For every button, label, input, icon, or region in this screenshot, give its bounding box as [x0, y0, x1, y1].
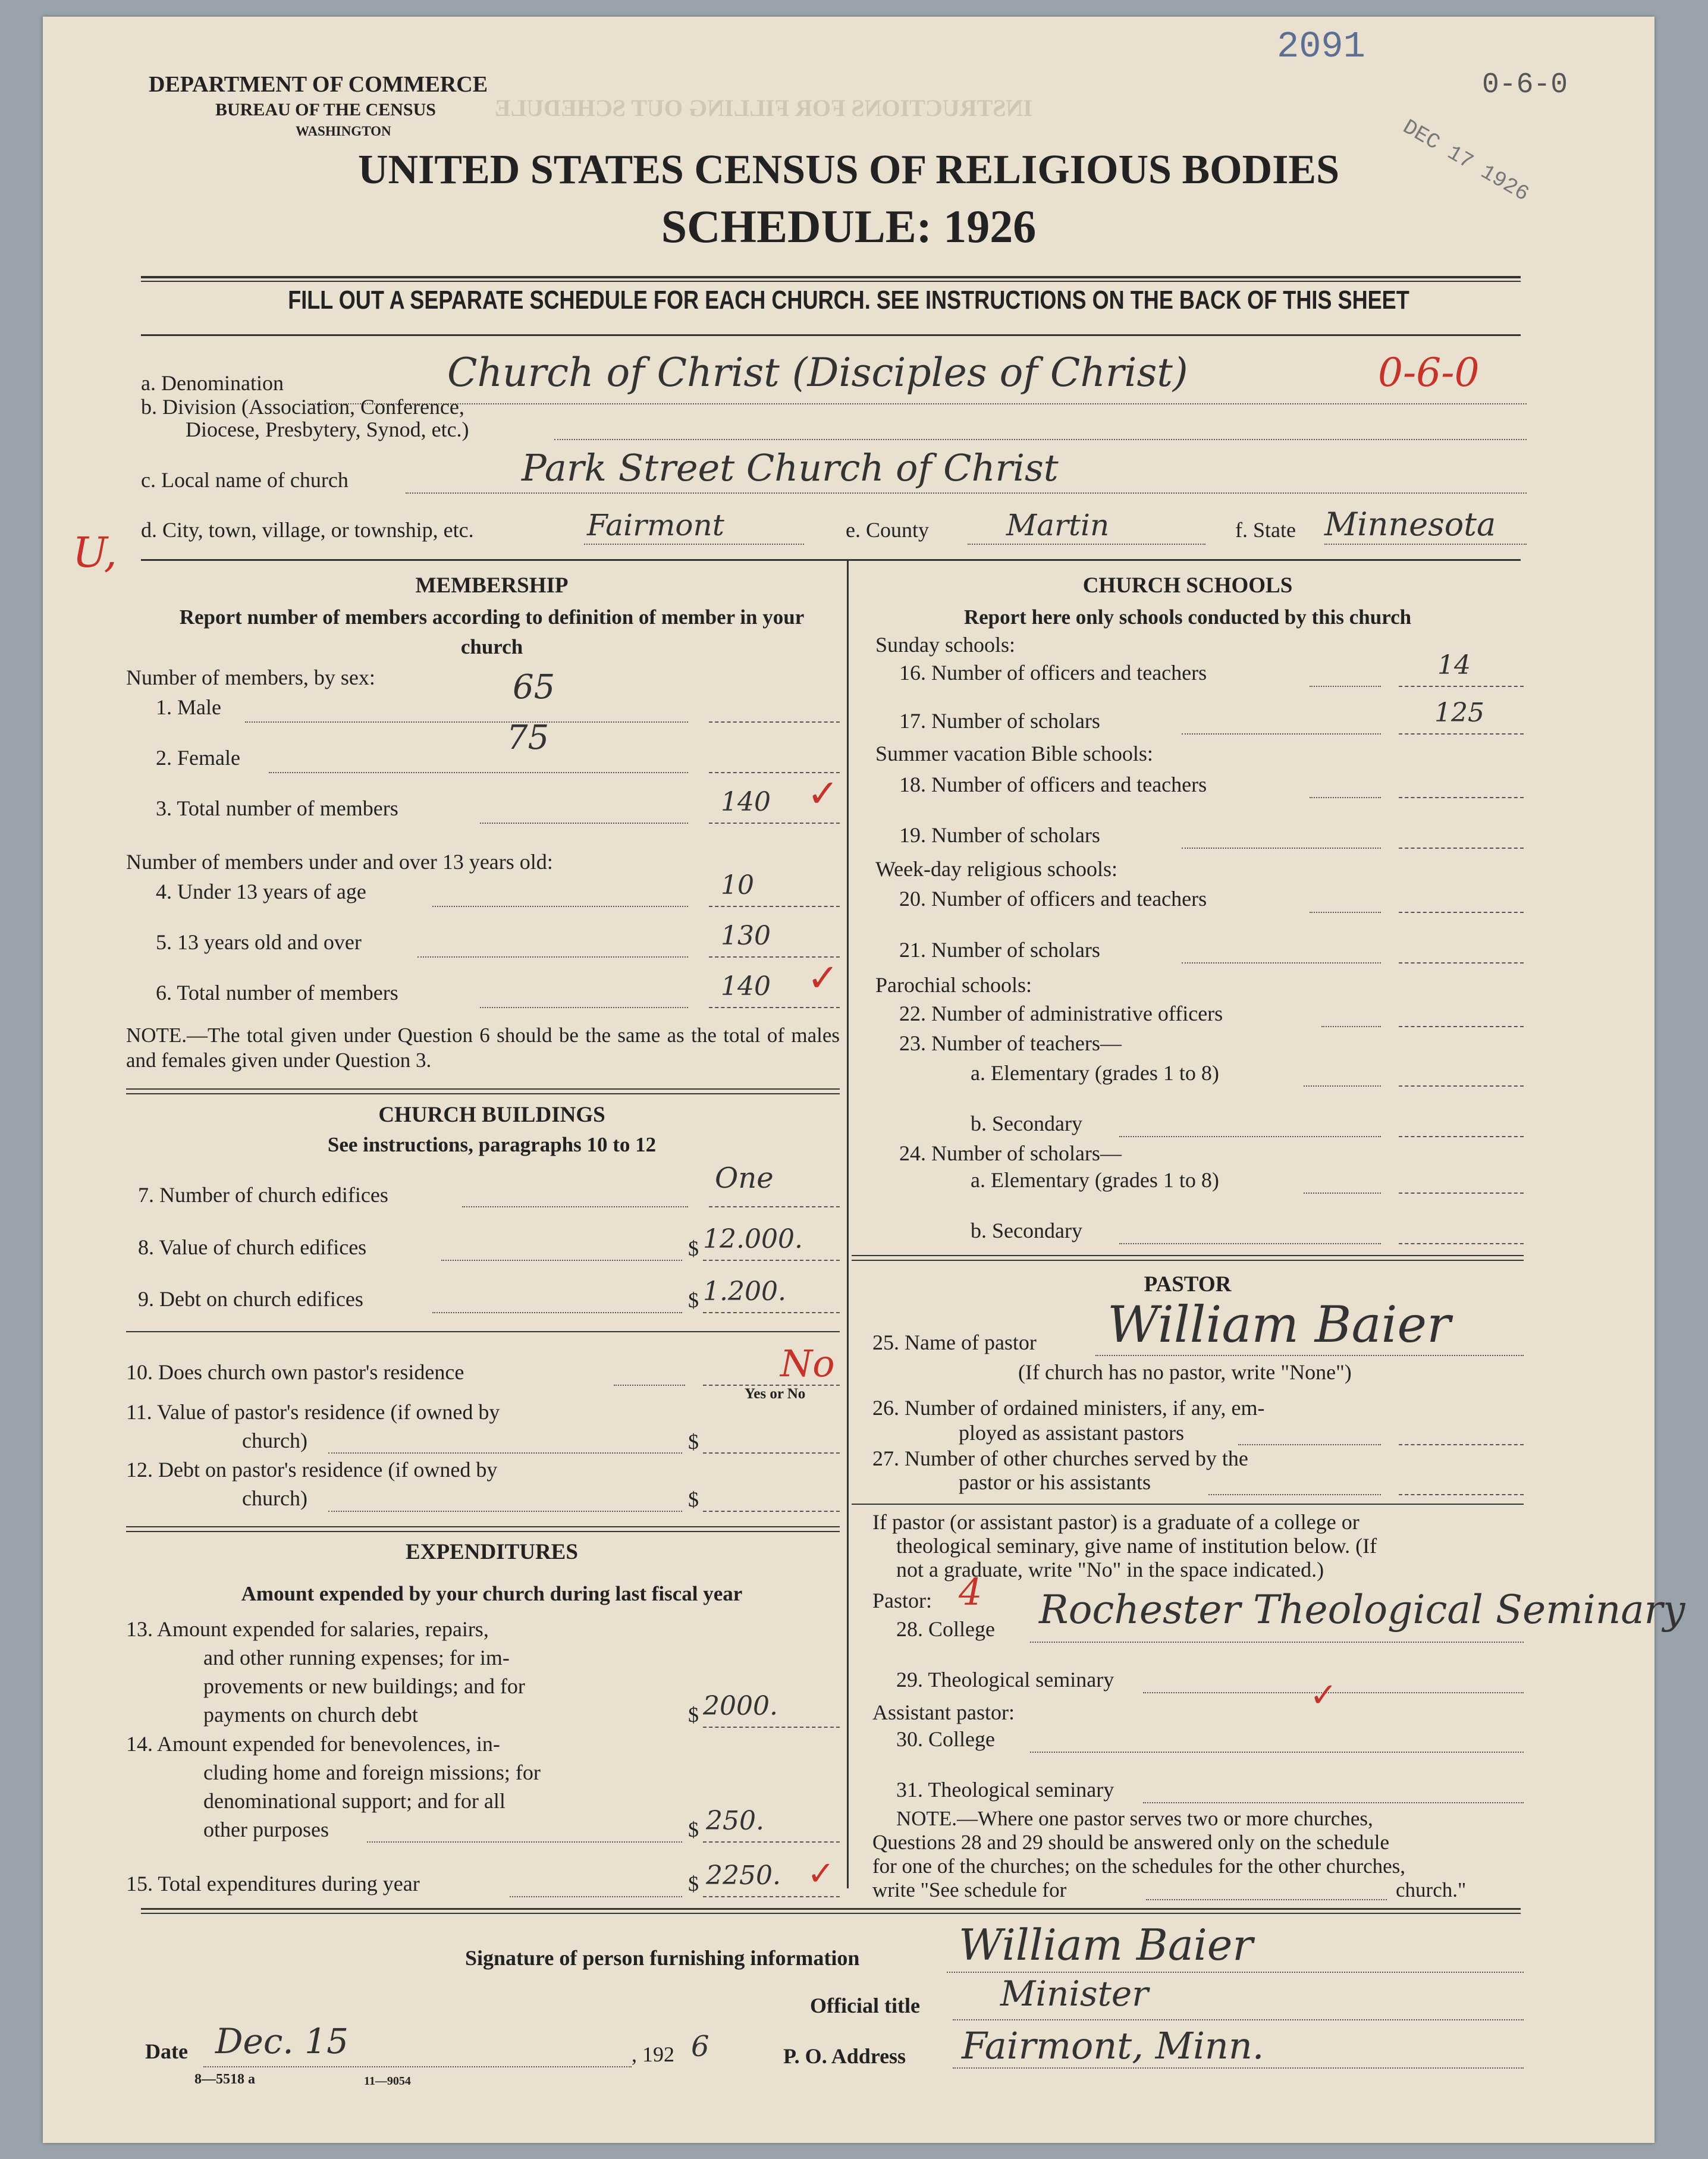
q14-value[interactable]: 250.: [706, 1806, 764, 1836]
q24b-label: b. Secondary: [971, 1219, 1082, 1242]
q23a-label: a. Elementary (grades 1 to 8): [971, 1061, 1219, 1085]
q9-label: 9. Debt on church edifices: [138, 1287, 363, 1311]
date-stamp: DEC 17 1926: [1398, 115, 1533, 207]
column-divider: [847, 559, 849, 1888]
q19-leader: [1182, 848, 1381, 849]
q4-answer-line: [709, 906, 840, 907]
division-line[interactable]: [554, 439, 1527, 440]
q23b-leader: [1119, 1136, 1381, 1137]
q13-line-1: 13. Amount expended for salaries, repairs,: [126, 1617, 489, 1641]
membership-intro: Report number of members according to definition of member in your church: [179, 605, 805, 658]
q12-dollar: $: [688, 1488, 699, 1511]
q3-leader: [480, 823, 688, 824]
q20-answer-line[interactable]: [1399, 912, 1524, 913]
year-digit[interactable]: 6: [691, 2030, 709, 2063]
q8-dollar: $: [688, 1237, 699, 1260]
membership-rule: [126, 1088, 840, 1090]
county-line: [968, 544, 1205, 545]
q14-leader: [367, 1841, 682, 1843]
q10-leader: [614, 1385, 685, 1386]
id-rule: [141, 559, 1521, 561]
bureau-city: WASHINGTON: [296, 124, 391, 139]
members-by-sex-label: Number of members, by sex:: [126, 666, 375, 689]
q12-label: 12. Debt on pastor's residence (if owned by: [126, 1458, 498, 1482]
q6-check-mark: ✓: [807, 957, 839, 999]
po-address-value[interactable]: Fairmont, Minn.: [962, 2024, 1264, 2067]
pastor-margin-mark: 4: [959, 1570, 982, 1614]
q8-leader: [441, 1260, 682, 1261]
q16-value[interactable]: 14: [1437, 650, 1471, 680]
official-title-value[interactable]: Minister: [1000, 1973, 1148, 2014]
q19-answer-line[interactable]: [1399, 848, 1524, 849]
q12-label-2: church): [242, 1486, 307, 1510]
pastor-note-3: for one of the churches; on the schedules for the other churches,: [872, 1854, 1406, 1878]
q9-leader: [432, 1312, 682, 1313]
q4-label: 4. Under 13 years of age: [156, 880, 366, 903]
q14-line-3: denominational support; and for all: [203, 1789, 506, 1813]
expenditures-heading: EXPENDITURES: [406, 1540, 578, 1564]
q16-answer-line: [1399, 686, 1524, 687]
denomination-line: [307, 403, 1527, 404]
q15-leader: [510, 1896, 682, 1897]
signature-value[interactable]: William Baier: [959, 1920, 1253, 1970]
footer-rule: [141, 1908, 1521, 1910]
q18-label: 18. Number of officers and teachers: [899, 773, 1207, 796]
q8-value[interactable]: 12.000.: [703, 1224, 803, 1254]
q10-label: 10. Does church own pastor's residence: [126, 1360, 464, 1384]
print-number: 11—9054: [364, 2075, 411, 2088]
q2-value[interactable]: 75: [507, 718, 550, 757]
bureau-name: BUREAU OF THE CENSUS: [215, 100, 436, 120]
grad-intro-2: theological seminary, give name of institution below. (If: [896, 1534, 1377, 1558]
pastor-note-end: church.": [1396, 1878, 1467, 1901]
department-name: DEPARTMENT OF COMMERCE: [149, 72, 488, 97]
q9-value[interactable]: 1.200.: [703, 1276, 786, 1307]
q2-label: 2. Female: [156, 746, 240, 770]
q1-value[interactable]: 65: [513, 668, 555, 707]
q25-label: 25. Name of pastor: [872, 1330, 1037, 1354]
city-label: d. City, town, village, or township, etc.: [141, 518, 474, 542]
membership-note: NOTE.—The total given under Question 6 should be the same as the total of males and females given under Question 3.: [126, 1024, 840, 1072]
q15-dollar: $: [688, 1872, 699, 1896]
pastor-subheading: Pastor:: [872, 1589, 933, 1612]
q6-label: 6. Total number of members: [156, 981, 398, 1005]
q28-value[interactable]: Rochester Theological Seminary: [1039, 1587, 1685, 1633]
date-label: Date: [145, 2039, 188, 2063]
q13-value[interactable]: 2000.: [703, 1691, 778, 1721]
q15-answer-line: [703, 1896, 840, 1897]
q23a-leader: [1304, 1085, 1381, 1087]
q13-answer-line: [703, 1727, 840, 1728]
q3-check-mark: ✓: [807, 773, 839, 815]
q29-check-mark: ✓: [1310, 1677, 1337, 1714]
q12-answer-line[interactable]: [703, 1511, 840, 1512]
stamp-number: 2091: [1277, 26, 1365, 68]
schedule-sheet: [43, 17, 1685, 2143]
expenditures-intro: Amount expended by your church during last fiscal year: [241, 1582, 743, 1605]
form-number: 8—5518 a: [194, 2072, 255, 2087]
q24b-answer-line[interactable]: [1399, 1243, 1524, 1244]
q29-label: 29. Theological seminary: [896, 1668, 1114, 1692]
q12-leader: [328, 1511, 682, 1512]
year-prefix: , 192: [632, 2042, 674, 2066]
q6-answer-line: [709, 1007, 840, 1008]
schools-rule-2: [852, 1260, 1524, 1261]
official-title-label: Official title: [810, 1994, 920, 2017]
header-rule-top-2: [141, 281, 1521, 282]
q26-answer-line[interactable]: [1399, 1444, 1524, 1445]
q8-answer-line: [703, 1260, 840, 1261]
denomination-value[interactable]: Church of Christ (Disciples of Christ): [447, 350, 1188, 396]
q21-leader: [1182, 962, 1381, 964]
signature-label: Signature of person furnishing information: [465, 1946, 860, 1970]
q16-leader: [1310, 686, 1381, 687]
q23a-answer-line[interactable]: [1399, 1085, 1524, 1087]
q28-label: 28. College: [896, 1617, 995, 1641]
q14-dollar: $: [688, 1818, 699, 1841]
schools-intro: Report here only schools conducted by this church: [963, 605, 1412, 629]
parochial-schools-label: Parochial schools:: [875, 973, 1032, 997]
official-title-line: [953, 2019, 1524, 2020]
state-line: [1324, 544, 1527, 545]
q15-label: 15. Total expenditures during year: [126, 1872, 420, 1896]
footer-rule-2: [141, 1913, 1521, 1914]
q27-label-2: pastor or his assistants: [959, 1470, 1151, 1494]
date-value[interactable]: Dec. 15: [215, 2021, 348, 2061]
q19-label: 19. Number of scholars: [899, 823, 1100, 847]
q21-answer-line[interactable]: [1399, 962, 1524, 964]
form-title: UNITED STATES CENSUS OF RELIGIOUS BODIES: [357, 147, 1340, 193]
pastor-note-blank: [1146, 1899, 1387, 1900]
q15-value[interactable]: 2250.: [706, 1860, 781, 1891]
separate-schedule-instruction: FILL OUT A SEPARATE SCHEDULE FOR EACH CHURCH. SEE INSTRUCTIONS ON THE BACK OF THIS SHEET: [288, 285, 1409, 315]
q27-leader: [1208, 1494, 1381, 1495]
q23b-answer-line[interactable]: [1399, 1136, 1524, 1137]
po-address-label: P. O. Address: [783, 2044, 906, 2068]
q6-leader: [480, 1007, 688, 1008]
q17-value[interactable]: 125: [1434, 698, 1484, 728]
sunday-schools-label: Sunday schools:: [875, 633, 1016, 657]
buildings-rule: [126, 1331, 840, 1332]
city-value[interactable]: Fairmont: [587, 508, 724, 542]
header-rule-bottom: [141, 334, 1521, 336]
q4-leader: [432, 906, 688, 907]
county-value[interactable]: Martin: [1006, 508, 1110, 542]
weekday-schools-label: Week-day religious schools:: [875, 857, 1118, 881]
state-value[interactable]: Minnesota: [1324, 506, 1496, 543]
q28-line: [1030, 1642, 1524, 1643]
q26-leader: [1238, 1444, 1381, 1445]
q25-hint: (If church has no pastor, write "None"): [1018, 1360, 1352, 1384]
q22-leader: [1321, 1026, 1381, 1027]
grad-intro-1: If pastor (or assistant pastor) is a graduate of a college or: [872, 1510, 1360, 1534]
q10-hint: Yes or No: [745, 1386, 806, 1402]
q5-leader: [417, 956, 688, 958]
q18-leader: [1310, 797, 1381, 798]
q16-label: 16. Number of officers and teachers: [899, 661, 1207, 685]
q11-answer-line[interactable]: [703, 1452, 840, 1454]
division-label: b. Division (Association, Conference,: [141, 395, 464, 419]
age-heading: Number of members under and over 13 years old:: [126, 850, 553, 874]
q24a-answer-line[interactable]: [1399, 1193, 1524, 1194]
pastor-note-1: NOTE.—Where one pastor serves two or more churches,: [896, 1807, 1373, 1830]
q20-leader: [1310, 912, 1381, 913]
q17-answer-line: [1399, 733, 1524, 735]
q17-label: 17. Number of scholars: [899, 709, 1100, 733]
pastor-rule: [852, 1504, 1524, 1505]
q1-leader: [245, 721, 688, 723]
q18-answer-line[interactable]: [1399, 797, 1524, 798]
q7-label: 7. Number of church edifices: [138, 1183, 388, 1207]
stamp-code: 0-6-0: [1482, 69, 1568, 101]
q8-label: 8. Value of church edifices: [138, 1235, 367, 1259]
pastor-note-2: Questions 28 and 29 should be answered only on the schedule: [872, 1831, 1390, 1854]
q7-answer-line: [709, 1206, 840, 1207]
q6-value[interactable]: 140: [721, 971, 771, 1002]
denomination-label: a. Denomination: [141, 371, 284, 395]
signature-line: [947, 1972, 1524, 1973]
q13-dollar: $: [688, 1703, 699, 1727]
schools-heading: CHURCH SCHOOLS: [1082, 573, 1293, 598]
q5-label: 5. 13 years old and over: [156, 930, 362, 954]
q13-line-2: and other running expenses; for im-: [203, 1646, 510, 1670]
q30-label: 30. College: [896, 1727, 995, 1751]
pastor-note-4: write "See schedule for: [872, 1878, 1067, 1901]
q9-dollar: $: [688, 1288, 699, 1312]
q7-value[interactable]: One: [715, 1162, 774, 1195]
q2-leader: [269, 772, 688, 773]
q26-label: 26. Number of ordained ministers, if any, em-: [872, 1396, 1265, 1420]
q27-label: 27. Number of other churches served by the: [872, 1446, 1248, 1470]
church-name-label: c. Local name of church: [141, 468, 348, 492]
date-line: [203, 2066, 632, 2067]
q7-leader: [462, 1206, 688, 1207]
q10-value[interactable]: No: [780, 1342, 835, 1385]
q20-label: 20. Number of officers and teachers: [899, 887, 1207, 911]
schools-rule: [852, 1255, 1524, 1256]
q11-leader: [328, 1452, 682, 1454]
q3-label: 3. Total number of members: [156, 796, 398, 820]
q14-answer-line: [703, 1841, 840, 1843]
buildings-heading: CHURCH BUILDINGS: [378, 1103, 605, 1127]
po-address-line: [953, 2067, 1524, 2069]
q25-value[interactable]: William Baier: [1107, 1295, 1451, 1354]
church-name-value[interactable]: Park Street Church of Christ: [522, 446, 1059, 489]
q11-label: 11. Value of pastor's residence (if owned by: [126, 1400, 500, 1424]
q24b-leader: [1119, 1243, 1381, 1244]
q25-line: [1095, 1355, 1524, 1356]
q31-line[interactable]: [1143, 1802, 1524, 1803]
summer-schools-label: Summer vacation Bible schools:: [875, 742, 1153, 765]
q22-label: 22. Number of administrative officers: [899, 1002, 1223, 1025]
margin-mark: U,: [73, 528, 117, 577]
q14-line-2: cluding home and foreign missions; for: [203, 1761, 541, 1784]
schedule-year: SCHEDULE: 1926: [661, 200, 1037, 252]
assistant-pastor-subheading: Assistant pastor:: [872, 1700, 1015, 1724]
q9-answer-line: [703, 1312, 840, 1313]
church-name-line: [406, 492, 1527, 494]
q17-leader: [1182, 733, 1381, 735]
county-label: e. County: [846, 518, 929, 542]
q15-check-mark: ✓: [807, 1856, 835, 1893]
denomination-code: 0-6-0: [1378, 350, 1480, 396]
pastor-heading: PASTOR: [1144, 1272, 1232, 1297]
q24-label: 24. Number of scholars—: [899, 1141, 1122, 1165]
q31-label: 31. Theological seminary: [896, 1778, 1114, 1802]
state-label: f. State: [1235, 518, 1296, 542]
q27-answer-line[interactable]: [1399, 1494, 1524, 1495]
q3-answer-line: [709, 823, 840, 824]
q11-label-2: church): [242, 1429, 307, 1452]
membership-rule-2: [126, 1093, 840, 1094]
q24a-label: a. Elementary (grades 1 to 8): [971, 1168, 1219, 1192]
q14-line-4: other purposes: [203, 1818, 329, 1841]
q5-value[interactable]: 130: [721, 921, 771, 951]
q4-value[interactable]: 10: [721, 870, 754, 900]
q14-line-1: 14. Amount expended for benevolences, in-: [126, 1732, 500, 1756]
bleed-through-heading: INSTRUCTIONS FOR FILLING OUT SCHEDULE: [495, 95, 1032, 121]
q21-label: 21. Number of scholars: [899, 938, 1100, 962]
division-label-2: Diocese, Presbytery, Synod, etc.): [186, 418, 469, 441]
city-line: [584, 544, 804, 545]
q1-label: 1. Male: [156, 695, 221, 719]
q23b-label: b. Secondary: [971, 1112, 1082, 1135]
buildings-intro: See instructions, paragraphs 10 to 12: [327, 1133, 657, 1156]
q26-label-2: ployed as assistant pastors: [959, 1421, 1184, 1445]
q30-line[interactable]: [1030, 1752, 1524, 1753]
q13-line-4: payments on church debt: [203, 1703, 418, 1727]
expenditures-rule-top-2: [126, 1531, 840, 1532]
expenditures-rule-top: [126, 1526, 840, 1527]
q13-line-3: provements or new buildings; and for: [203, 1674, 525, 1698]
q23-label: 23. Number of teachers—: [899, 1031, 1122, 1055]
q24a-leader: [1304, 1193, 1381, 1194]
q3-value[interactable]: 140: [721, 787, 771, 817]
q22-answer-line[interactable]: [1399, 1026, 1524, 1027]
q11-dollar: $: [688, 1430, 699, 1454]
header-rule-top: [141, 276, 1521, 278]
membership-heading: MEMBERSHIP: [415, 573, 569, 598]
q1-answer-line: [709, 721, 840, 723]
grad-intro-3: not a graduate, write "No" in the space indicated.): [896, 1558, 1324, 1581]
